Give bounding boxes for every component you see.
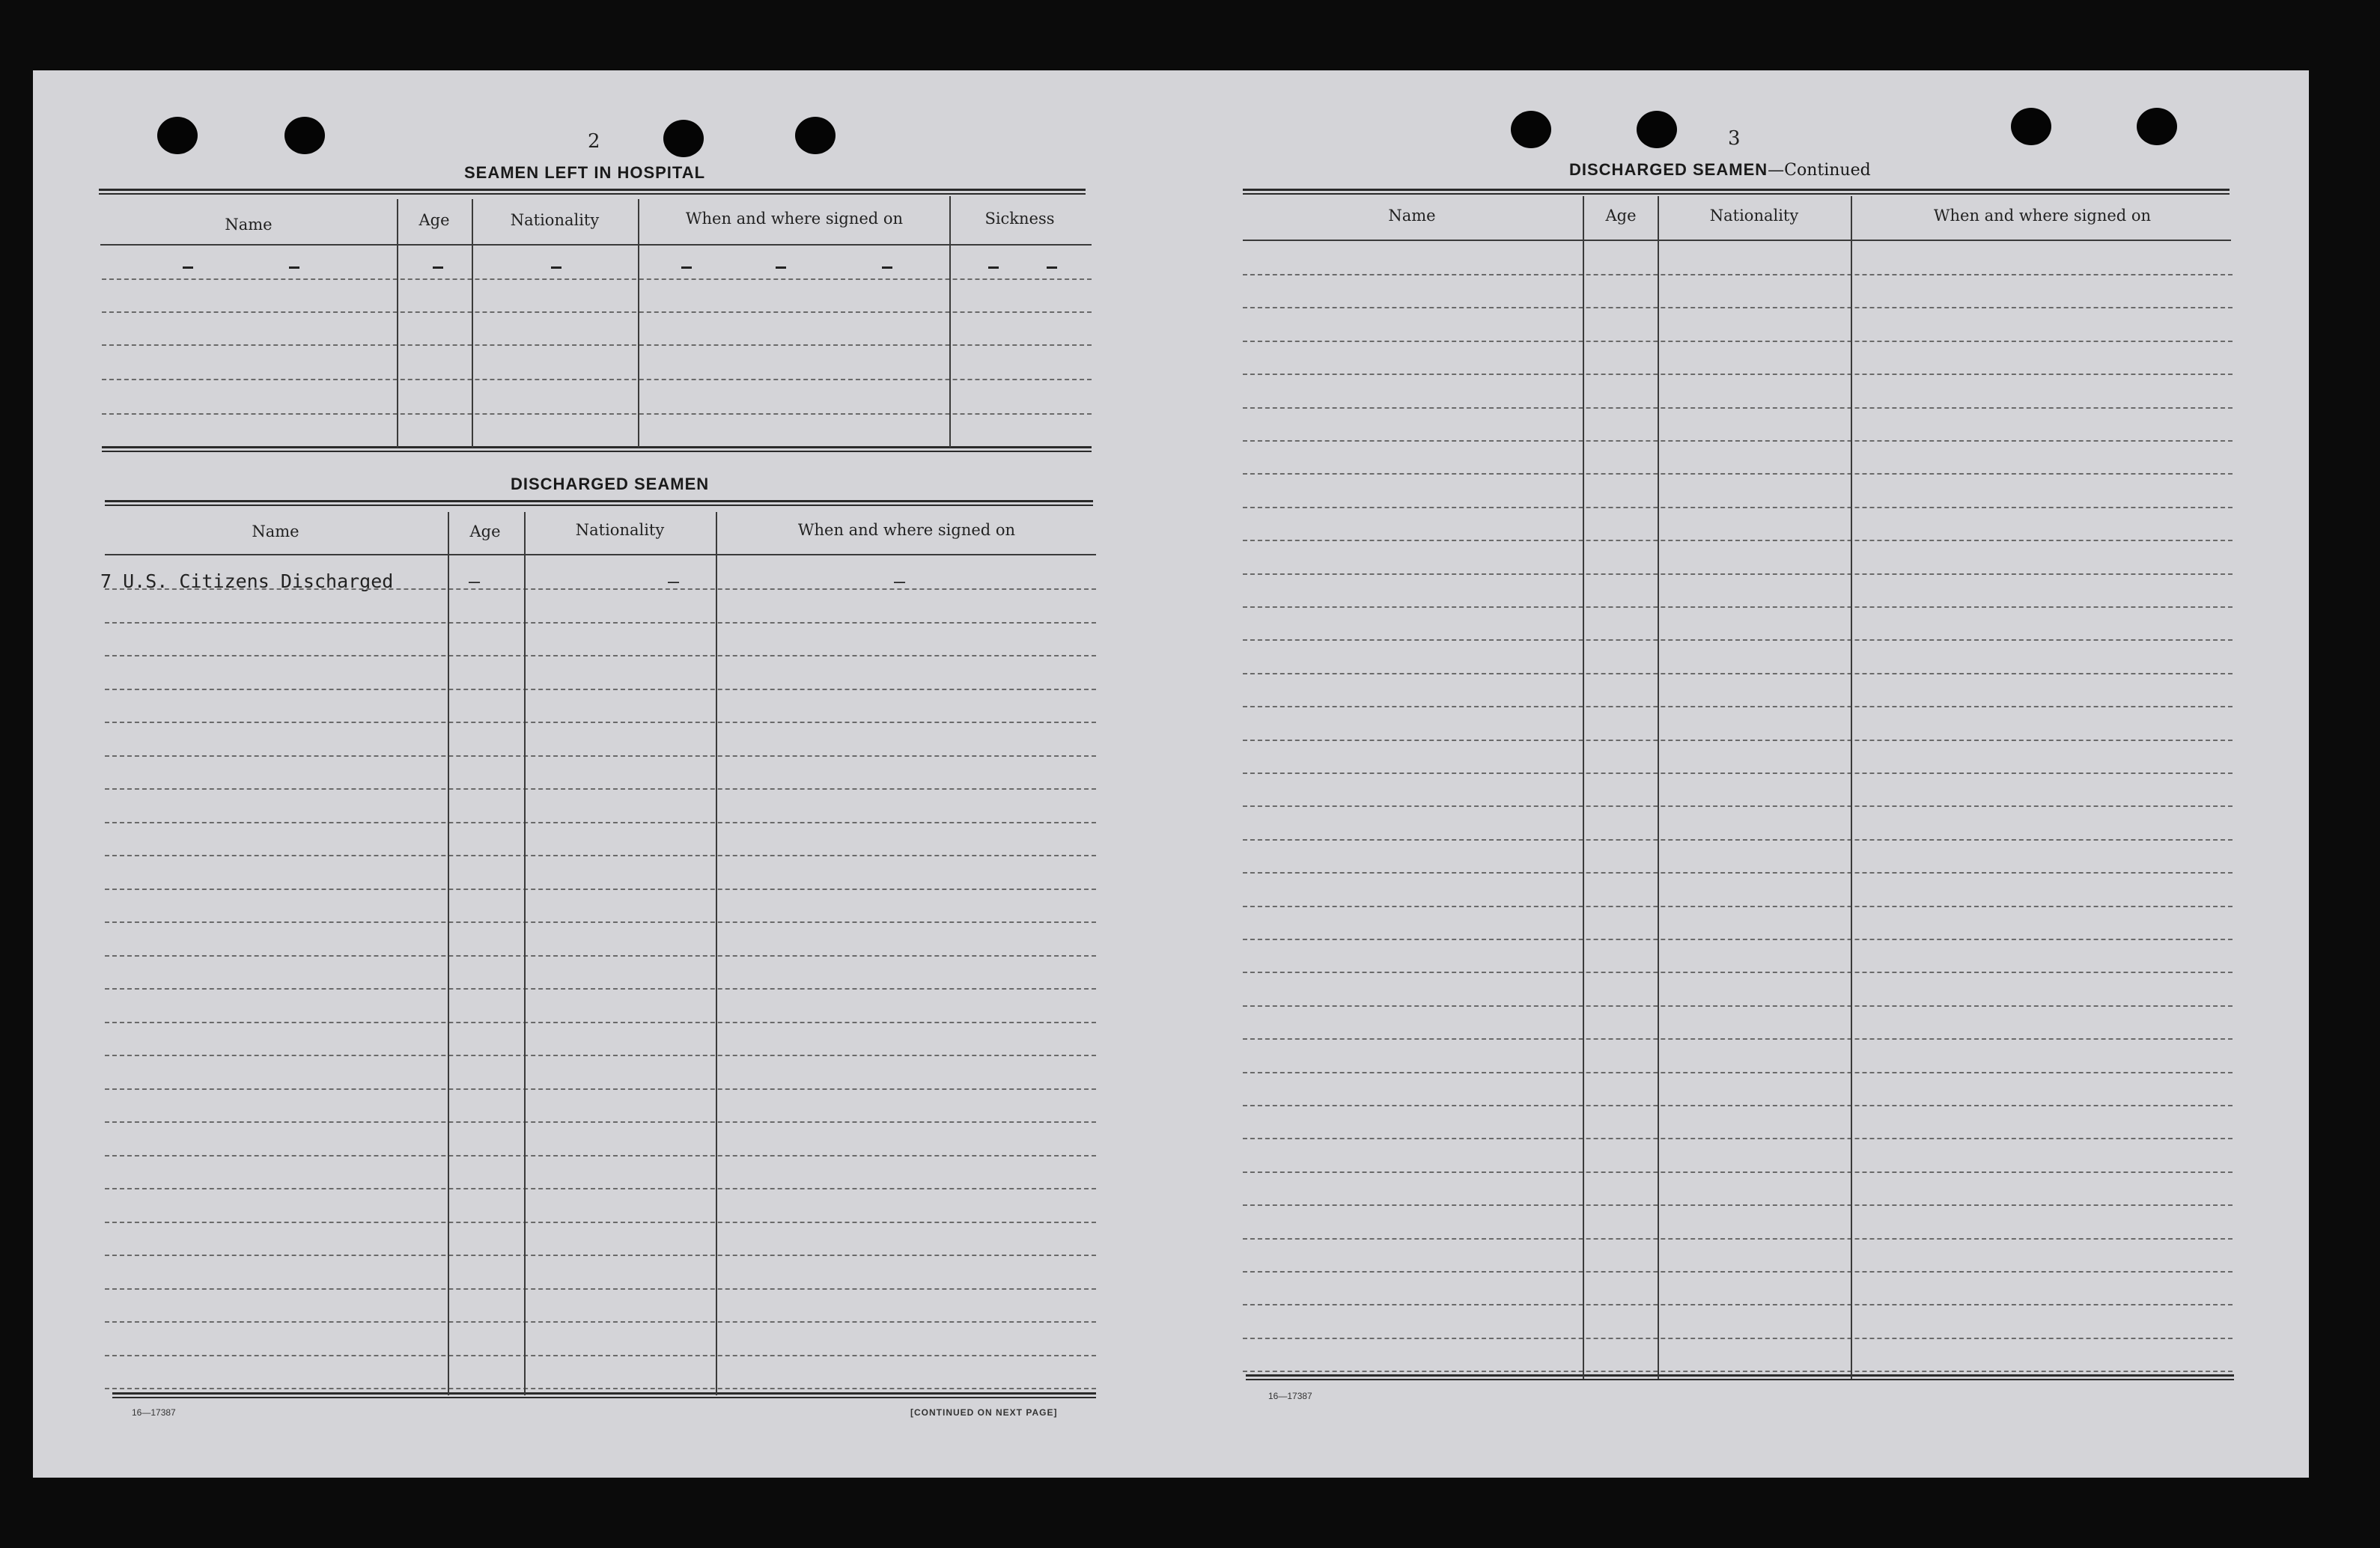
discharged-section-title: DISCHARGED SEAMEN <box>511 475 710 493</box>
row-line <box>105 955 1096 957</box>
row-line <box>105 889 1096 890</box>
hospital-row-line <box>102 278 1092 280</box>
row-line <box>1243 1271 2233 1273</box>
row-line <box>1243 341 2233 342</box>
row-line <box>1243 639 2233 641</box>
hospital-header-rule <box>100 244 1092 246</box>
form-number-right: 16—17387 <box>1268 1391 1312 1401</box>
row-line <box>105 1288 1096 1290</box>
row-line <box>1243 1072 2233 1073</box>
discharged-col-divider <box>524 512 526 1395</box>
right-table-top-rule <box>1243 189 2230 195</box>
row-line <box>1243 773 2233 774</box>
right-col-when-where: When and where signed on <box>1933 207 2152 225</box>
row-line <box>1243 1171 2233 1173</box>
row-line <box>105 655 1096 656</box>
hospital-col-age: Age <box>419 211 450 229</box>
right-col-divider <box>1583 196 1584 1379</box>
discharged-header-rule <box>105 554 1096 555</box>
page-number-right: 3 <box>1728 127 1741 150</box>
hospital-table-top-rule <box>99 189 1086 195</box>
nil-mark <box>681 266 692 269</box>
hospital-row-line <box>102 311 1092 313</box>
hospital-row-line <box>102 344 1092 346</box>
punch-hole <box>157 117 198 154</box>
page-number-left: 2 <box>588 130 600 153</box>
row-line <box>105 755 1096 757</box>
right-col-divider <box>1851 196 1852 1379</box>
row-line <box>1243 1204 2233 1206</box>
row-line <box>1243 1338 2233 1339</box>
row-line <box>1243 1371 2233 1372</box>
row-line <box>1243 540 2233 541</box>
row-line <box>1243 740 2233 741</box>
row-line <box>105 1188 1096 1189</box>
hospital-col-divider <box>472 199 473 448</box>
nil-mark <box>289 266 299 269</box>
right-header-rule <box>1243 240 2231 241</box>
hospital-col-sickness: Sickness <box>984 210 1055 228</box>
punch-hole <box>2137 108 2177 145</box>
hospital-col-nationality: Nationality <box>510 211 600 229</box>
row-line <box>1243 1238 2233 1240</box>
row-line <box>105 1222 1096 1223</box>
discharged-col-divider <box>716 512 717 1395</box>
row-line <box>1243 706 2233 707</box>
row-line <box>105 1121 1096 1123</box>
discharged-continued-title-main: DISCHARGED SEAMEN <box>1569 160 1768 179</box>
row-line <box>1243 673 2233 674</box>
discharged-entry-age: – <box>469 570 481 592</box>
nil-mark <box>1047 266 1057 269</box>
discharged-table-top-rule <box>105 500 1093 506</box>
hospital-table-bottom-rule <box>102 446 1092 452</box>
discharged-entry-when-where: – <box>894 570 906 592</box>
punch-hole <box>2011 108 2051 145</box>
row-line <box>105 722 1096 723</box>
discharged-entry-name: 7 U.S. Citizens Discharged <box>100 570 394 592</box>
row-line <box>1243 939 2233 940</box>
row-line <box>1243 1005 2233 1007</box>
discharged-col-divider <box>448 512 449 1395</box>
discharged-col-when-where: When and where signed on <box>797 521 1016 539</box>
discharged-table-bottom-rule <box>112 1392 1096 1398</box>
hospital-row-line <box>102 413 1092 415</box>
row-line <box>1243 1304 2233 1305</box>
form-paper <box>33 70 2309 1478</box>
nil-mark <box>433 266 443 269</box>
row-line <box>1243 473 2233 475</box>
row-line <box>1243 805 2233 807</box>
row-line <box>1243 573 2233 575</box>
row-line <box>105 855 1096 856</box>
discharged-continued-title <box>1569 160 1871 180</box>
row-line <box>105 1022 1096 1023</box>
punch-hole <box>284 117 325 154</box>
row-line <box>105 988 1096 990</box>
right-table-bottom-rule <box>1246 1374 2234 1380</box>
row-line <box>1243 1038 2233 1040</box>
hospital-col-divider <box>949 196 951 448</box>
hospital-col-name: Name <box>225 216 273 234</box>
row-line <box>105 1388 1096 1389</box>
hospital-col-when-where: When and where signed on <box>685 210 904 228</box>
hospital-section-title: SEAMEN LEFT IN HOSPITAL <box>464 163 706 182</box>
hospital-col-divider <box>638 199 639 448</box>
row-line <box>105 921 1096 923</box>
row-line <box>1243 872 2233 874</box>
discharged-col-age: Age <box>469 522 501 540</box>
row-line <box>1243 307 2233 308</box>
row-line <box>105 788 1096 790</box>
row-line <box>105 1321 1096 1323</box>
discharged-col-name: Name <box>252 522 299 540</box>
row-line <box>1243 440 2233 442</box>
row-line <box>105 1255 1096 1256</box>
continued-note: [CONTINUED ON NEXT PAGE] <box>910 1407 1058 1418</box>
nil-mark <box>551 266 561 269</box>
nil-mark <box>776 266 786 269</box>
right-col-age: Age <box>1605 207 1637 225</box>
form-number-left: 16—17387 <box>132 1407 176 1418</box>
row-line <box>105 1088 1096 1090</box>
row-line <box>105 1355 1096 1356</box>
row-line <box>1243 507 2233 508</box>
discharged-continued-title-suffix: —Continued <box>1768 161 1871 180</box>
nil-mark <box>183 266 193 269</box>
row-line <box>1243 606 2233 608</box>
row-line <box>105 622 1096 624</box>
row-line <box>105 1055 1096 1056</box>
row-line <box>1243 374 2233 375</box>
row-line <box>1243 274 2233 275</box>
right-col-divider <box>1658 196 1659 1379</box>
row-line <box>1243 906 2233 907</box>
nil-mark <box>988 266 999 269</box>
discharged-entry-nationality: – <box>668 570 680 592</box>
row-line <box>105 588 1096 590</box>
nil-mark <box>882 266 892 269</box>
row-line <box>1243 1138 2233 1139</box>
punch-hole <box>1637 111 1677 148</box>
row-line <box>105 689 1096 690</box>
hospital-col-divider <box>397 199 398 448</box>
row-line <box>105 1155 1096 1157</box>
right-col-nationality: Nationality <box>1709 207 1799 225</box>
punch-hole <box>1511 111 1551 148</box>
discharged-col-nationality: Nationality <box>575 521 665 539</box>
row-line <box>1243 407 2233 409</box>
row-line <box>1243 1105 2233 1106</box>
punch-hole <box>795 117 836 154</box>
row-line <box>105 822 1096 823</box>
punch-hole <box>663 120 704 157</box>
hospital-row-line <box>102 379 1092 380</box>
row-line <box>1243 972 2233 973</box>
right-col-name: Name <box>1388 207 1436 225</box>
row-line <box>1243 839 2233 841</box>
